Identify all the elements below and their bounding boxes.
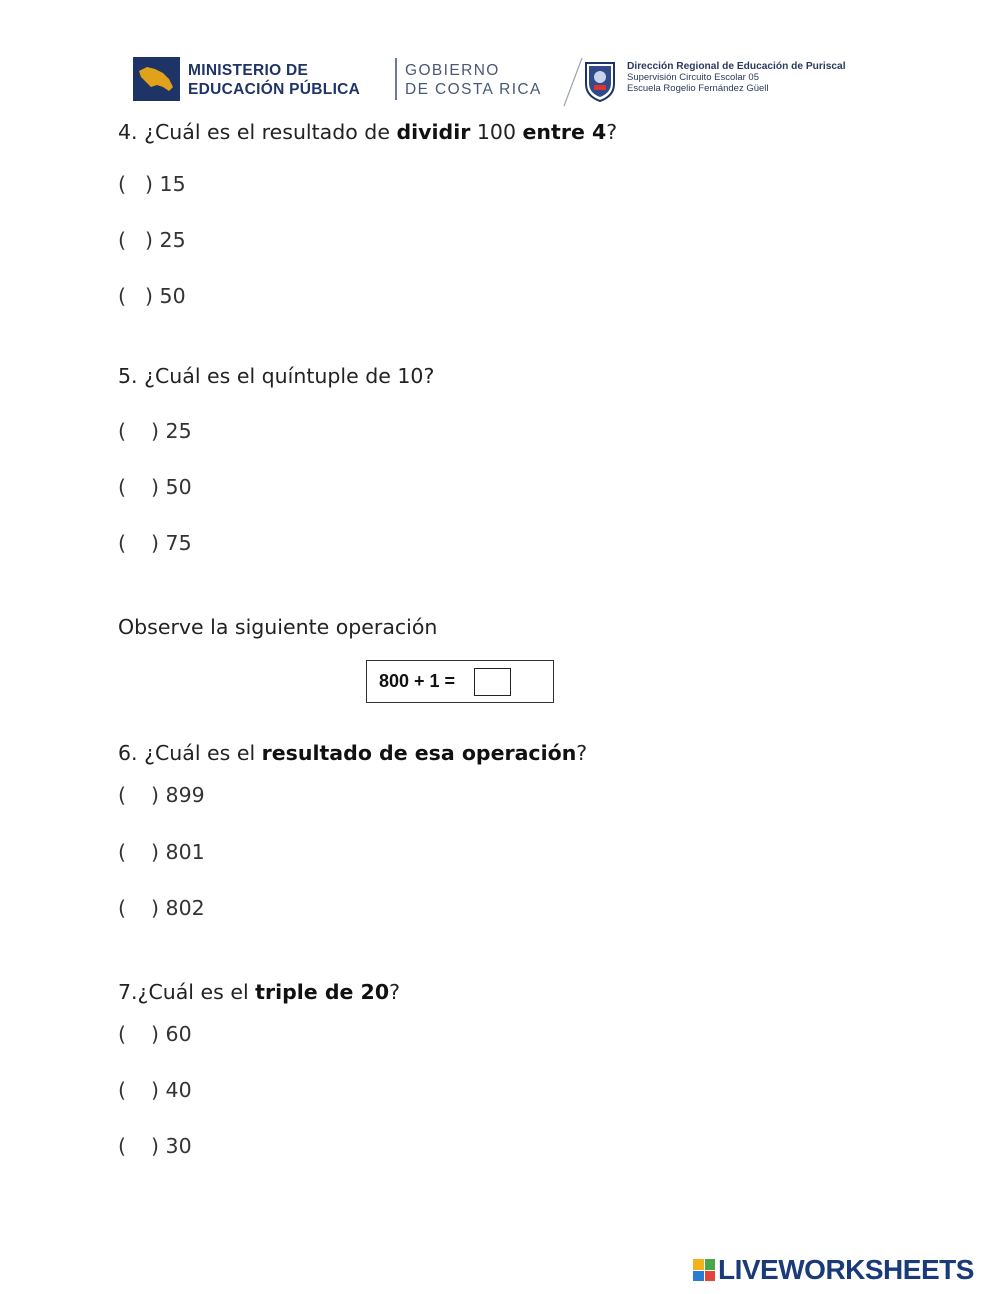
header-divider	[395, 58, 397, 100]
ministry-name: MINISTERIO DE EDUCACIÓN PÚBLICA	[188, 62, 361, 98]
costa-rica-map-icon	[133, 57, 180, 101]
school-crest-icon	[584, 60, 616, 102]
question-6: 6. ¿Cuál es el resultado de esa operación?	[118, 741, 588, 765]
option-q6-b[interactable]: ( ) 801	[118, 840, 205, 864]
brand-name: LIVEWORKSHEETS	[718, 1254, 974, 1285]
option-q7-b[interactable]: ( ) 40	[118, 1078, 192, 1102]
option-q7-c[interactable]: ( ) 30	[118, 1134, 192, 1158]
option-q4-b[interactable]: ( ) 25	[118, 228, 186, 252]
ministry-logo	[133, 57, 180, 101]
liveworksheets-logo-icon	[693, 1259, 715, 1281]
question-7: 7.¿Cuál es el triple de 20?	[118, 980, 400, 1004]
operation-expression: 800 + 1 =	[379, 671, 456, 691]
option-q5-a[interactable]: ( ) 25	[118, 419, 192, 443]
question-4: 4. ¿Cuál es el resultado de dividir 100 entre 4?	[118, 120, 618, 144]
option-q6-a[interactable]: ( ) 899	[118, 783, 205, 807]
operation-box	[366, 660, 554, 703]
option-q6-c[interactable]: ( ) 802	[118, 896, 205, 920]
liveworksheets-brand[interactable]	[693, 1255, 974, 1285]
option-q7-a[interactable]: ( ) 60	[118, 1022, 192, 1046]
regional-direction: Dirección Regional de Educación de Puriscal Supervisión Circuito Escolar 05 Escuela Rogelio Fernández Güell	[627, 61, 846, 94]
government-name: GOBIERNO DE COSTA RICA	[405, 62, 542, 98]
instruction-text: Observe la siguiente operación	[118, 615, 438, 639]
question-5: 5. ¿Cuál es el quíntuple de 10?	[118, 364, 435, 388]
option-q4-c[interactable]: ( ) 50	[118, 284, 186, 308]
option-q4-a[interactable]: ( ) 15	[118, 172, 186, 196]
option-q5-b[interactable]: ( ) 50	[118, 475, 192, 499]
operation-answer-input[interactable]	[474, 668, 511, 696]
option-q5-c[interactable]: ( ) 75	[118, 531, 192, 555]
